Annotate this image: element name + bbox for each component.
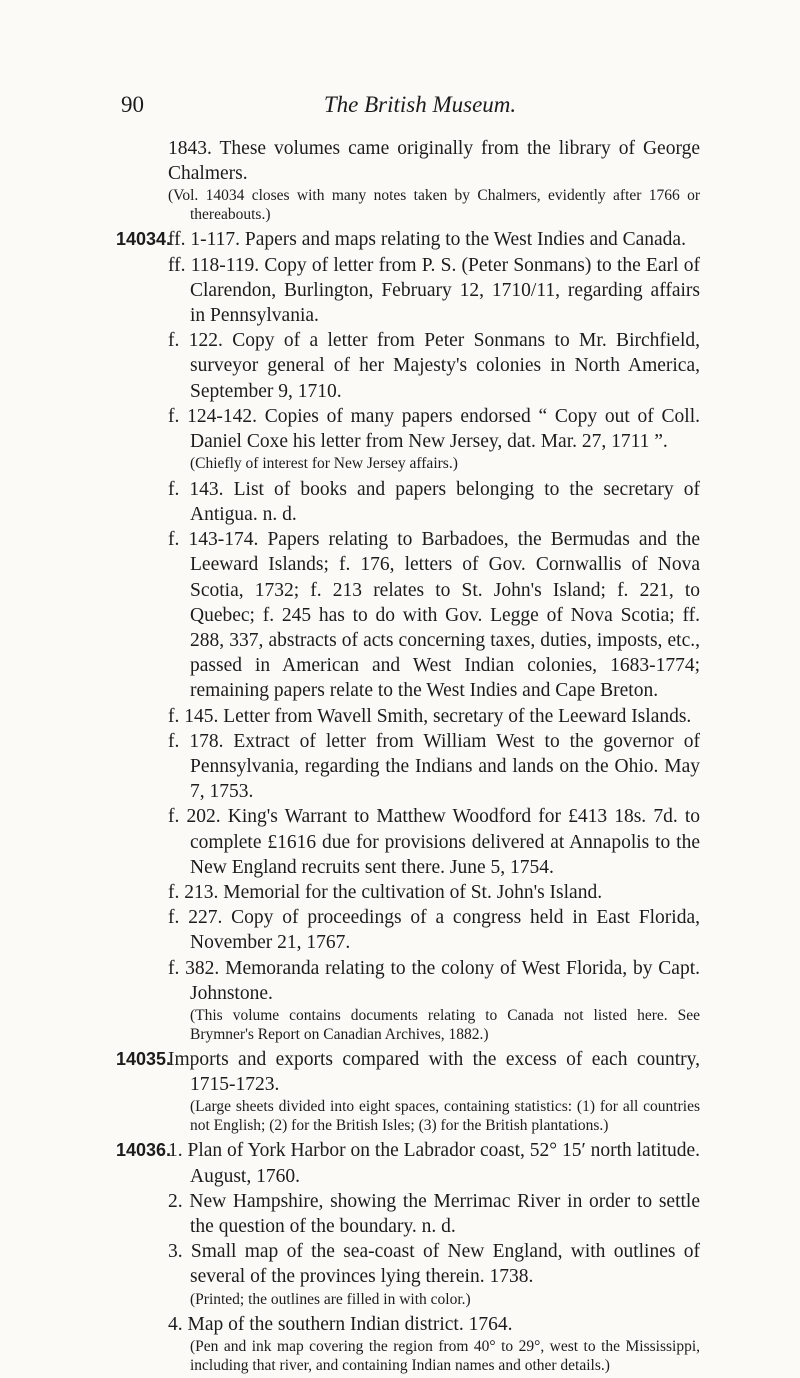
entry-item: 4. Map of the southern Indian district. 1764. bbox=[168, 1314, 513, 1336]
intro-block bbox=[120, 136, 700, 224]
page-header bbox=[0, 92, 800, 122]
entry-14034 bbox=[116, 227, 700, 1044]
entry-number: 14035. bbox=[116, 1049, 172, 1069]
entry-item: f. 143-174. Papers relating to Barbadoes, the Bermudas and the Leeward Islands; f. 176, letters of Gov. Cornwallis of Nova Scotia, 1732; f. 213 relates to St. John's Island; f. 221, to Quebec; f. 245 has to do with Gov. Legge of Nova Scotia; ff. 288, 337, abstracts of acts concerning taxes, duties, imposts, etc., passed in American and West Indian colonies, 1683-1774; remaining papers relate to the West Indies and Cape Breton. bbox=[168, 529, 700, 702]
entry-14035 bbox=[116, 1047, 700, 1135]
entry-item: f. 213. Memorial for the cultivation of St. John's Island. bbox=[168, 881, 603, 903]
entry-14036 bbox=[116, 1138, 700, 1375]
entry-item: 1. Plan of York Harbor on the Labrador coast, 52° 15′ north latitude. August, 1760. bbox=[168, 1140, 700, 1187]
page-body bbox=[116, 136, 700, 1378]
entry-item: ff. 118-119. Copy of letter from P. S. (Peter Sonmans) to the Earl of Clarendon, Burlington, February 12, 1710/11, regarding affairs in Pennsylvania. bbox=[168, 254, 700, 327]
entry-item: f. 382. Memoranda relating to the colony of West Florida, by Capt. Johnstone. bbox=[168, 957, 700, 1004]
entry-number: 14034. bbox=[116, 229, 172, 250]
entry-item: f. 122. Copy of a letter from Peter Sonmans to Mr. Birchfield, surveyor general of her Majesty's colonies in North America, September 9, 1710. bbox=[168, 330, 700, 402]
entry-item: f. 124-142. Copies of many papers endorsed “ Copy out of Coll. Daniel Coxe his letter from New Jersey, dat. Mar. 27, 1711 ”. bbox=[168, 405, 700, 453]
intro-paragraph: 1843. These volumes came originally from the library of George Chalmers. bbox=[168, 138, 700, 185]
entry-note: (Printed; the outlines are filled in with color.) bbox=[190, 1290, 471, 1308]
entry-item: f. 178. Extract of letter from William West to the governor of Pennsylvania, regarding the Indians and lands on the Ohio. May 7, 1753. bbox=[168, 730, 700, 803]
running-title: The British Museum. bbox=[323, 92, 517, 117]
entry-number: 14036. bbox=[116, 1140, 172, 1161]
page-number: 90 bbox=[121, 92, 144, 117]
entry-item: f. 143. List of books and papers belonging to the secretary of Antigua. n. d. bbox=[168, 478, 700, 525]
entry-item: Imports and exports compared with the excess of each country, 1715-1723. bbox=[168, 1049, 700, 1096]
entry-item: f. 227. Copy of proceedings of a congress held in East Florida, November 21, 1767. bbox=[168, 907, 700, 954]
entry-note: (Chiefly of interest for New Jersey affairs.) bbox=[190, 455, 458, 473]
entry-note: (Large sheets divided into eight spaces, containing statistics: (1) for all countries not English; (2) for the British Isles; (3) for the British plantations.) bbox=[190, 1098, 700, 1134]
entry-note: (This volume contains documents relating to Canada not listed here. See Brymner's Report on Canadian Archives, 1882.) bbox=[190, 1007, 700, 1043]
entry-item: 3. Small map of the sea-coast of New England, with outlines of several of the provinces lying therein. 1738. bbox=[168, 1241, 700, 1288]
intro-note: (Vol. 14034 closes with many notes taken by Chalmers, evidently after 1766 or thereabouts.) bbox=[168, 187, 700, 223]
entry-item: f. 202. King's Warrant to Matthew Woodford for £413 18s. 7d. to complete £1616 due for provisions delivered at Annapolis to the New England recruits sent there. June 5, 1754. bbox=[168, 806, 700, 878]
entry-item: 2. New Hampshire, showing the Merrimac River in order to settle the question of the boundary. n. d. bbox=[168, 1190, 700, 1238]
entry-note: (Pen and ink map covering the region from 40° to 29°, west to the Mississippi, including that river, and containing Indian names and other details.) bbox=[190, 1338, 700, 1374]
entry-item: ff. 1-117. Papers and maps relating to the West Indies and Canada. bbox=[168, 229, 686, 251]
entry-item: f. 145. Letter from Wavell Smith, secretary of the Leeward Islands. bbox=[168, 705, 692, 727]
